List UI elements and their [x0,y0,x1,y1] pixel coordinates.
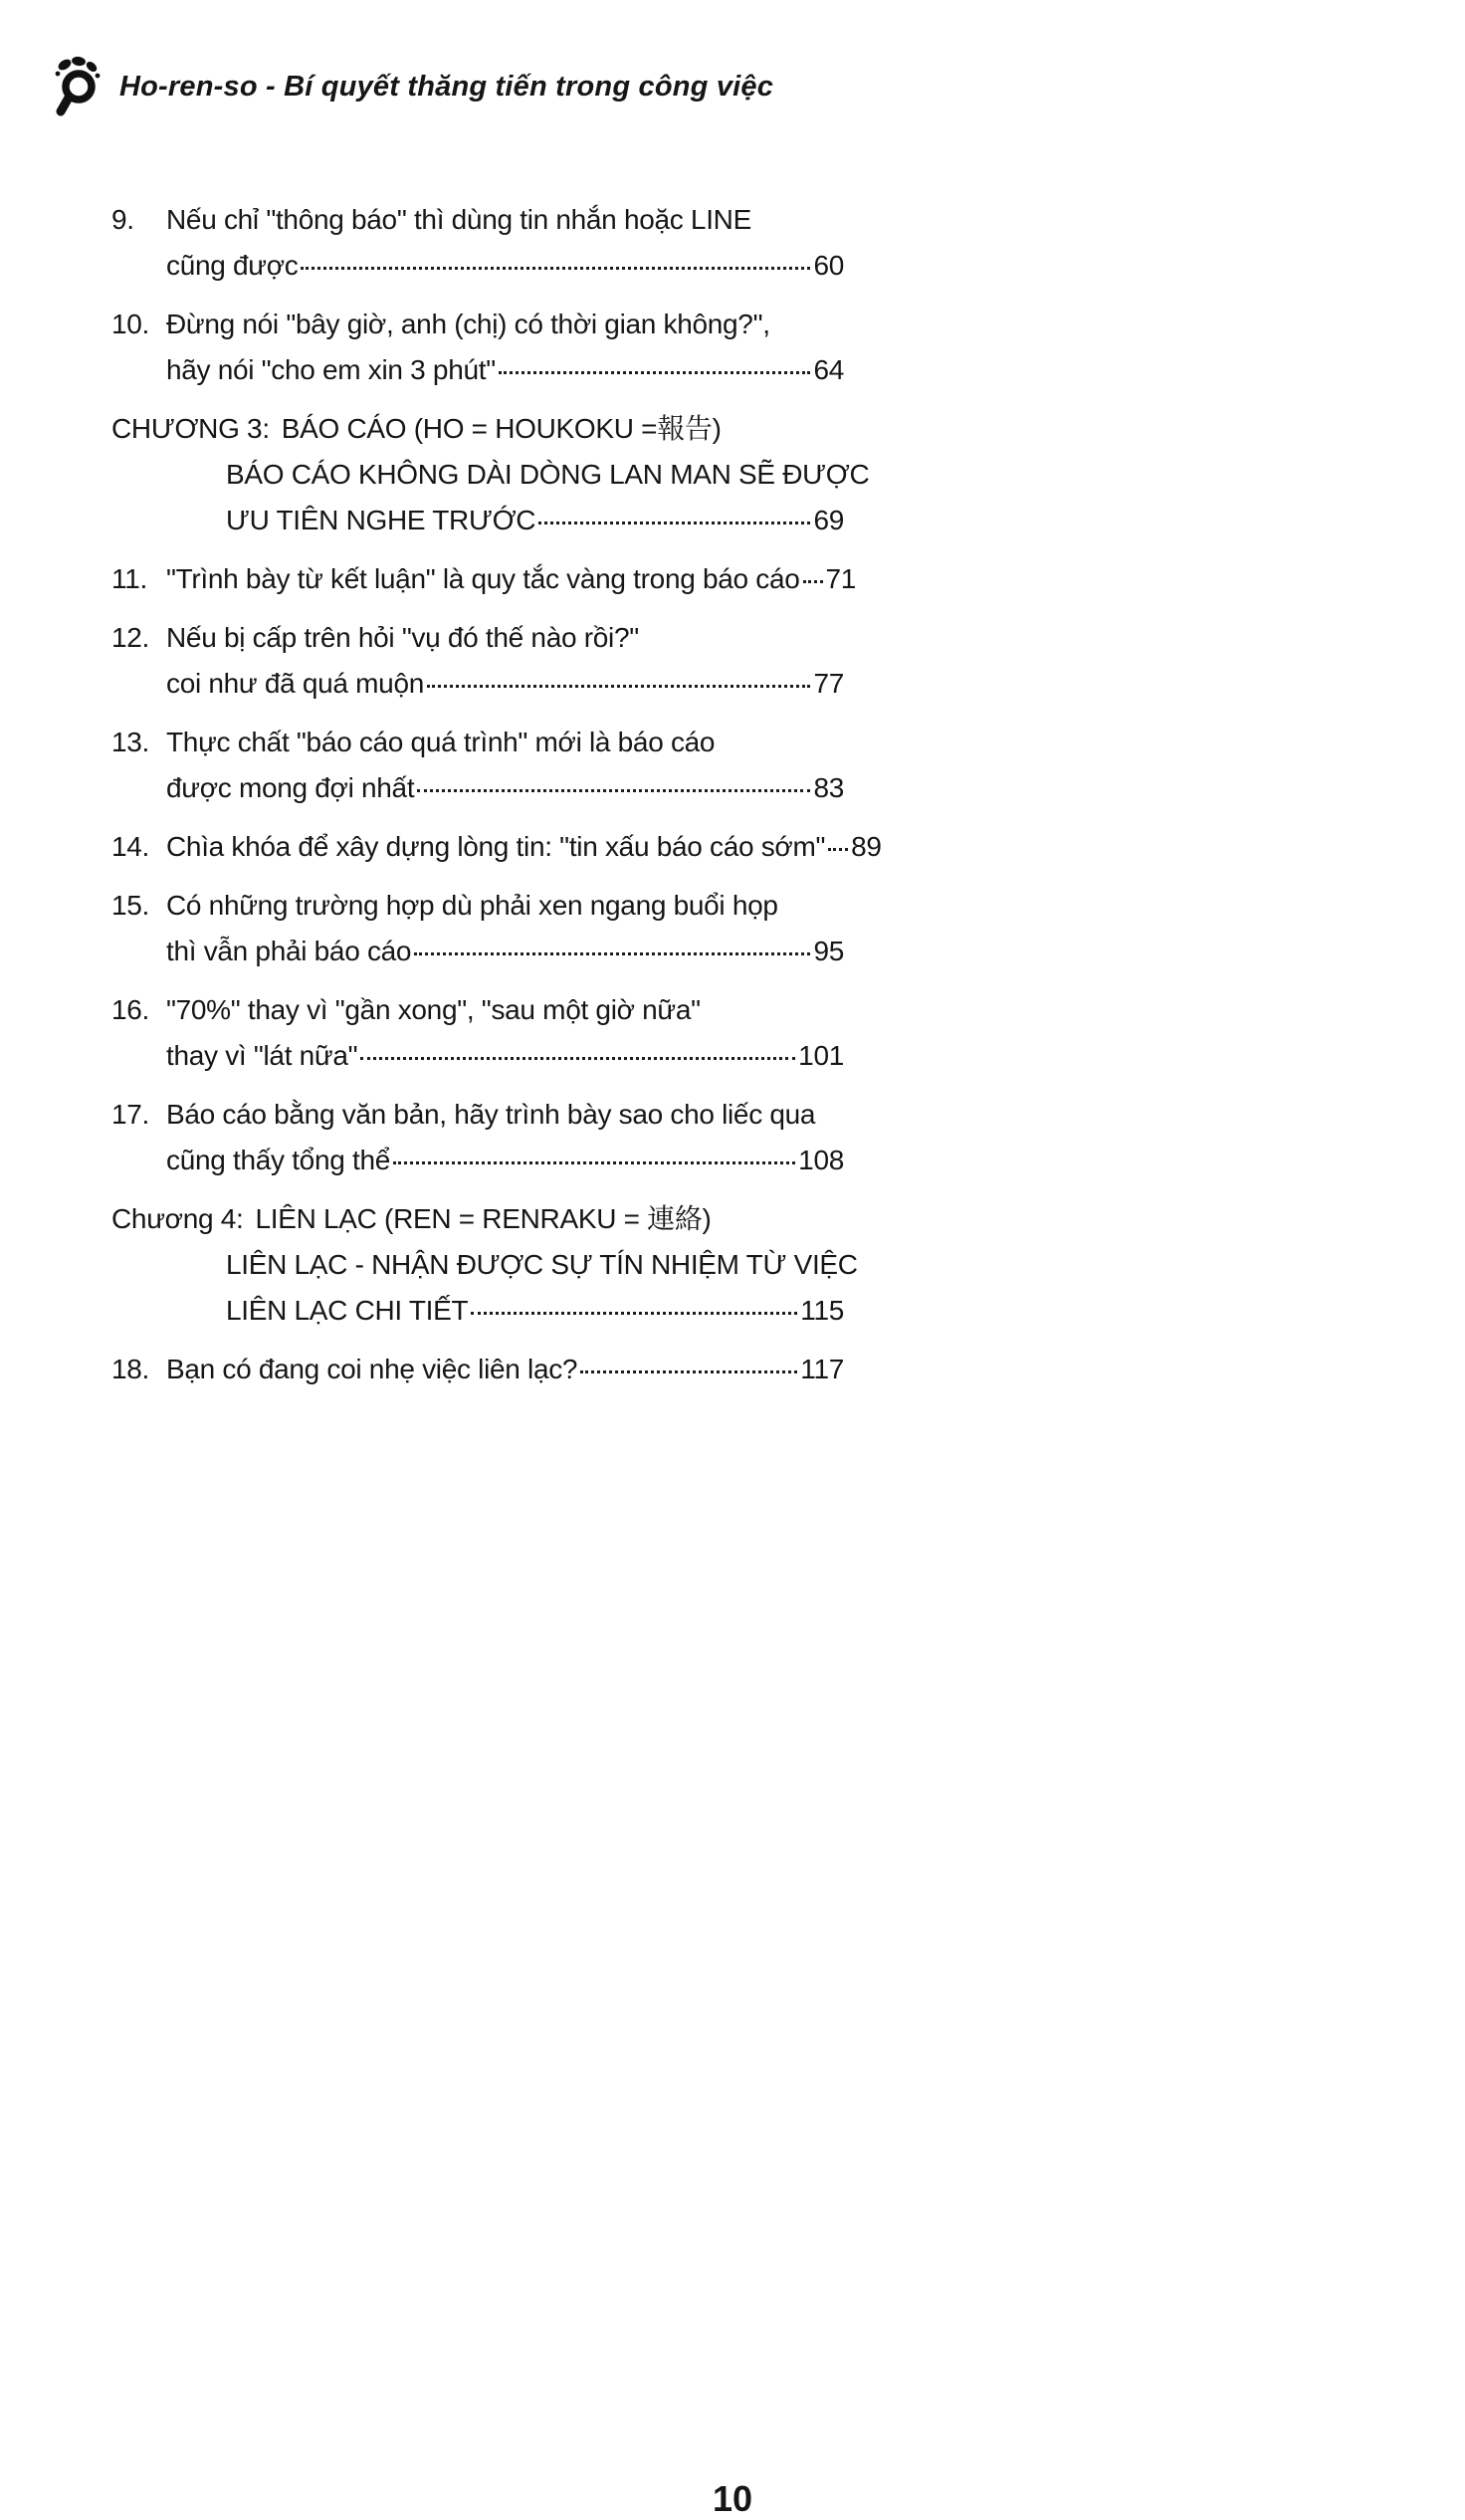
toc-item-entry [111,883,844,974]
entry-page-number: 69 [813,505,844,535]
entry-text: Nếu chỉ "thông báo" thì dùng tin nhắn hoặc LINE [166,204,751,235]
entry-number: 16. [111,994,150,1025]
leader-dots [471,1312,797,1315]
toc-entry-line [111,1196,844,1242]
entry-page-number: 117 [800,1354,844,1384]
toc-entry-line [111,824,882,870]
toc-entry-line [111,302,844,347]
leader-dots [414,952,810,955]
leader-dots [580,1370,797,1373]
entry-text: "Trình bày từ kết luận" là quy tắc vàng trong báo cáo [166,563,800,594]
leader-dots [417,789,810,792]
toc-entry-line [226,1288,844,1334]
toc-item-entry [111,302,844,393]
entry-text: Bạn có đang coi nhẹ việc liên lạc? [166,1354,578,1384]
entry-page-number: 71 [825,563,857,594]
toc-item-entry [111,1347,844,1392]
entry-text: Thực chất "báo cáo quá trình" mới là báo cáo [166,727,716,757]
toc-item-entry [111,824,882,870]
chapter-label: Chương 4: [111,1203,244,1234]
toc-list [111,197,882,1405]
leader-dots [301,267,810,270]
entry-page-number: 101 [798,1040,844,1071]
entry-page-number: 77 [813,668,844,699]
toc-entry-line [111,1347,844,1392]
entry-page-number: 83 [813,772,844,803]
toc-entry-line [111,615,844,661]
entry-number: 13. [111,727,150,757]
entry-page-number: 89 [851,831,882,862]
entry-text: cũng thấy tổng thể [166,1145,390,1175]
leader-dots [393,1161,795,1164]
entry-text: hãy nói "cho em xin 3 phút" [166,354,496,385]
toc-entry-line [226,452,870,498]
toc-entry-line [166,347,844,393]
toc-entry-line [111,1092,844,1138]
entry-text: Nếu bị cấp trên hỏi "vụ đó thế nào rồi?" [166,622,639,653]
entry-number: 12. [111,622,150,653]
entry-number: 18. [111,1354,150,1384]
toc-entry-line [166,243,844,289]
toc-entry-line [166,1138,844,1183]
toc-item-entry [111,556,857,602]
entry-text: cũng được [166,250,299,281]
toc-chapter-entry [111,406,870,543]
entry-page-number: 108 [798,1145,844,1175]
toc-item-entry [111,987,844,1079]
entry-text: Chìa khóa để xây dựng lòng tin: "tin xấu báo cáo sớm" [166,831,826,862]
leader-dots [427,685,810,688]
toc-entry-line [111,197,844,243]
entry-page-number: 64 [813,354,844,385]
entry-number: 10. [111,309,150,339]
entry-text: LIÊN LẠC - NHẬN ĐƯỢC SỰ TÍN NHIỆM TỪ VIỆC [226,1249,858,1280]
entry-text: thay vì "lát nữa" [166,1040,358,1071]
magnifier-mascot-icon [52,56,104,117]
toc-entry-line [111,406,844,452]
entry-number: 11. [111,563,147,594]
toc-entry-line [111,720,844,765]
entry-page-number: 60 [813,250,844,281]
running-header [52,56,773,117]
toc-entry-line [111,556,857,602]
entry-text: BÁO CÁO (HO = HOUKOKU =報告) [281,413,722,444]
folio-page-number: 10 [712,2478,753,2519]
entry-number: 15. [111,890,150,921]
toc-chapter-entry [111,1196,858,1334]
toc-item-entry [111,1092,844,1183]
toc-item-entry [111,197,844,289]
entry-text: "70%" thay vì "gần xong", "sau một giờ nữa" [166,994,701,1025]
toc-item-entry [111,720,844,811]
toc-entry-line [166,1033,844,1079]
entry-text: Có những trường hợp dù phải xen ngang buổi họp [166,890,778,921]
toc-entry-line [111,987,844,1033]
toc-entry-line [226,498,844,543]
entry-text: coi như đã quá muộn [166,668,425,699]
entry-number: 14. [111,831,150,862]
entry-text: Đừng nói "bây giờ, anh (chị) có thời gian không?", [166,309,770,339]
leader-dots [803,580,823,583]
running-header-title: Ho-ren-so - Bí quyết thăng tiến trong công việc [119,70,774,103]
entry-text: được mong đợi nhất [166,772,415,803]
entry-page-number: 95 [813,936,844,966]
toc-entry-line [226,1242,858,1288]
entry-text: thì vẫn phải báo cáo [166,936,412,966]
toc-entry-line [166,661,844,707]
entry-text: LIÊN LẠC (REN = RENRAKU = 連絡) [255,1203,712,1234]
chapter-label: CHƯƠNG 3: [111,413,270,444]
entry-text: ƯU TIÊN NGHE TRƯỚC [226,505,536,535]
toc-item-entry [111,615,844,707]
toc-entry-line [166,765,844,811]
entry-page-number: 115 [800,1295,844,1326]
leader-dots [360,1057,795,1060]
entry-text: BÁO CÁO KHÔNG DÀI DÒNG LAN MAN SẼ ĐƯỢC [226,459,870,490]
leader-dots [828,848,848,851]
entry-text: LIÊN LẠC CHI TIẾT [226,1295,469,1326]
leader-dots [538,522,810,525]
toc-entry-line [166,929,844,974]
toc-entry-line [111,883,844,929]
entry-text: Báo cáo bằng văn bản, hãy trình bày sao cho liếc qua [166,1099,816,1130]
entry-number: 17. [111,1099,150,1130]
entry-number: 9. [111,204,134,235]
leader-dots [499,371,811,374]
